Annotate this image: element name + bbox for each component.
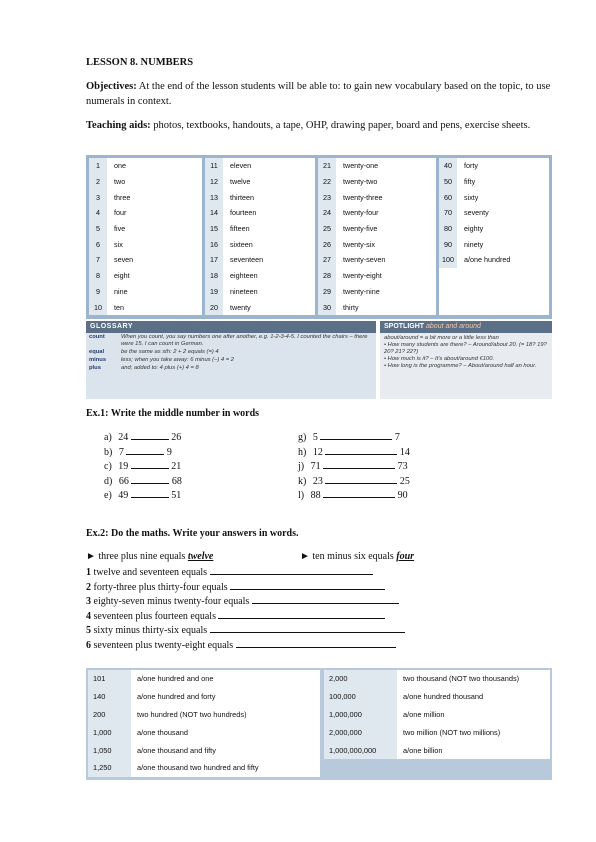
objectives-paragraph bbox=[86, 79, 556, 109]
number-row bbox=[205, 268, 315, 284]
number-word: thirteen bbox=[230, 192, 254, 202]
numbers-table bbox=[86, 155, 552, 319]
number-row bbox=[318, 189, 436, 205]
ex2-item-text: forty-three plus thirty-four equals bbox=[91, 581, 231, 593]
number-digit: 21 bbox=[318, 158, 336, 174]
ex1-letter: a) bbox=[104, 432, 112, 443]
ex1-row bbox=[104, 459, 182, 474]
ex1-right-column bbox=[298, 430, 410, 503]
numbers-column-2 bbox=[205, 158, 315, 315]
ex1-last: 90 bbox=[395, 490, 408, 501]
number-digit: 24 bbox=[318, 205, 336, 221]
big-numbers-right bbox=[324, 670, 550, 759]
ex1-first: 49 bbox=[115, 490, 131, 501]
number-word: forty bbox=[464, 161, 478, 171]
number-word: fourteen bbox=[230, 208, 257, 218]
number-row bbox=[318, 252, 436, 268]
number-word: eighty bbox=[464, 224, 484, 234]
ex1-heading: Ex.1: Write the middle number in words bbox=[86, 408, 260, 419]
number-word: twenty-four bbox=[343, 208, 379, 218]
number-word: three bbox=[114, 192, 131, 202]
number-row bbox=[439, 236, 549, 252]
ex2-heading: Ex.2: Do the maths. Write your answers in words. bbox=[86, 528, 299, 539]
ex1-blank bbox=[323, 488, 395, 498]
number-row bbox=[439, 252, 549, 268]
big-number-digits: 200 bbox=[88, 706, 131, 724]
number-digit: 28 bbox=[318, 268, 336, 284]
number-word: fifteen bbox=[230, 224, 250, 234]
ex2-item-text: seventeen plus twenty-eight equals bbox=[91, 639, 236, 651]
big-number-row bbox=[324, 741, 550, 759]
number-row bbox=[205, 158, 315, 174]
number-row bbox=[205, 284, 315, 300]
ex1-row bbox=[298, 488, 410, 503]
big-number-words: a/one hundred and one bbox=[137, 674, 214, 684]
big-number-row bbox=[88, 741, 320, 759]
number-digit: 20 bbox=[205, 299, 223, 315]
number-row bbox=[205, 205, 315, 221]
ex1-row bbox=[298, 430, 410, 445]
numbers-column-1 bbox=[89, 158, 202, 315]
big-number-words: a/one thousand two hundred and fifty bbox=[137, 763, 259, 773]
ex1-row bbox=[104, 445, 182, 460]
glossary-box bbox=[86, 321, 376, 399]
spotlight-line: about/around = a bit more or a little less than bbox=[384, 335, 499, 341]
number-digit: 14 bbox=[205, 205, 223, 221]
ex2-item-text: sixty minus thirty-six equals bbox=[91, 625, 210, 636]
number-digit: 5 bbox=[89, 221, 107, 237]
number-word: two bbox=[114, 177, 126, 187]
number-digit: 16 bbox=[205, 236, 223, 252]
number-word: eight bbox=[114, 271, 130, 281]
big-number-digits: 2,000,000 bbox=[324, 723, 397, 741]
ex1-letter: d) bbox=[104, 475, 113, 487]
big-number-digits: 1,250 bbox=[88, 759, 131, 777]
big-number-words: a/one thousand bbox=[137, 727, 188, 737]
ex1-row bbox=[104, 474, 182, 489]
number-digit: 70 bbox=[439, 205, 457, 221]
ex1-row bbox=[104, 488, 182, 503]
number-row bbox=[439, 158, 549, 174]
number-word: four bbox=[114, 208, 127, 218]
ex2-item-number: 6 bbox=[86, 639, 91, 651]
number-digit: 27 bbox=[318, 252, 336, 268]
ex1-letter: c) bbox=[104, 461, 112, 472]
ex1-blank bbox=[131, 459, 169, 469]
ex1-first: 24 bbox=[115, 432, 131, 443]
ex2-item bbox=[86, 609, 405, 624]
ex1-letter: e) bbox=[104, 490, 112, 501]
number-word: sixty bbox=[464, 192, 479, 202]
number-row bbox=[439, 205, 549, 221]
number-digit: 90 bbox=[439, 236, 457, 252]
glossary-term: count bbox=[89, 334, 105, 340]
glossary-row bbox=[86, 349, 376, 356]
number-word: thirty bbox=[343, 302, 359, 312]
big-numbers-left bbox=[88, 670, 320, 777]
number-row bbox=[318, 221, 436, 237]
number-word: one bbox=[114, 161, 126, 171]
number-word: twenty-eight bbox=[343, 271, 382, 281]
teaching-aids-text: photos, textbooks, handouts, a tape, OHP, drawing paper, board and pens, exercise sheets. bbox=[150, 120, 531, 131]
number-word: seventy bbox=[464, 208, 489, 218]
objectives-label: Objectives: bbox=[86, 81, 137, 92]
ex2-answer-blank bbox=[236, 638, 396, 648]
number-digit: 40 bbox=[439, 158, 457, 174]
big-number-words: a/one hundred and forty bbox=[137, 692, 216, 702]
number-digit: 80 bbox=[439, 221, 457, 237]
number-word: eleven bbox=[230, 161, 252, 171]
ex2-item-number: 1 bbox=[86, 567, 91, 578]
big-number-words: a/one billion bbox=[403, 745, 443, 755]
glossary-row bbox=[86, 334, 376, 348]
number-row bbox=[89, 284, 202, 300]
ex1-row bbox=[298, 459, 410, 474]
number-word: twenty-seven bbox=[343, 255, 386, 265]
number-row bbox=[89, 299, 202, 315]
ex1-first: 5 bbox=[310, 432, 321, 443]
ex1-blank bbox=[325, 474, 397, 484]
ex1-first: 71 bbox=[308, 461, 324, 472]
ex1-row bbox=[298, 474, 410, 489]
number-digit: 8 bbox=[89, 268, 107, 284]
ex1-last: 51 bbox=[168, 490, 182, 501]
big-number-words: two million (NOT two millions) bbox=[403, 727, 501, 737]
glossary-definition: When you count, you say numbers one after another, e.g. 1-2-3-4-5. I counted the chairs – there were 15. I can count in German. bbox=[121, 334, 368, 347]
ex1-blank bbox=[325, 445, 397, 455]
ex2-item-number: 2 bbox=[86, 581, 91, 593]
big-number-row bbox=[324, 723, 550, 741]
ex2-item bbox=[86, 594, 405, 609]
ex2-answer-blank bbox=[218, 609, 385, 619]
ex1-first: 23 bbox=[310, 475, 326, 487]
big-number-row bbox=[324, 706, 550, 724]
number-row bbox=[205, 221, 315, 237]
big-number-row bbox=[88, 759, 320, 777]
number-row bbox=[89, 189, 202, 205]
ex1-letter: j) bbox=[298, 461, 305, 472]
ex2-example-1-answer: twelve bbox=[187, 551, 214, 562]
number-row bbox=[89, 158, 202, 174]
number-digit: 23 bbox=[318, 189, 336, 205]
number-digit: 7 bbox=[89, 252, 107, 268]
ex2-example-2: ► ten minus six equals four bbox=[300, 551, 415, 562]
teaching-aids-label: Teaching aids: bbox=[86, 120, 151, 131]
number-row bbox=[205, 236, 315, 252]
number-row bbox=[205, 252, 315, 268]
number-word: twenty-two bbox=[343, 177, 378, 187]
number-digit: 26 bbox=[318, 236, 336, 252]
big-number-words: two hundred (NOT two hundreds) bbox=[137, 709, 247, 719]
ex2-example-1: ► three plus nine equals twelve bbox=[86, 551, 214, 562]
glossary-row bbox=[86, 365, 376, 372]
big-number-row bbox=[88, 670, 320, 688]
ex1-last: 26 bbox=[168, 432, 182, 443]
number-word: ten bbox=[114, 302, 124, 312]
number-digit: 22 bbox=[318, 174, 336, 190]
number-digit: 12 bbox=[205, 174, 223, 190]
number-digit: 17 bbox=[205, 252, 223, 268]
spotlight-line: • How much is it? – It's about/around €100. bbox=[384, 356, 495, 362]
number-word: nineteen bbox=[230, 286, 258, 296]
big-number-digits: 1,000 bbox=[88, 723, 131, 741]
big-number-words: a/one thousand and fifty bbox=[137, 745, 216, 755]
big-number-words: two thousand (NOT two thousands) bbox=[403, 674, 520, 684]
number-digit: 11 bbox=[205, 158, 223, 174]
ex1-row bbox=[298, 445, 410, 460]
ex2-item-number: 4 bbox=[86, 610, 91, 622]
number-word: twenty-six bbox=[343, 239, 375, 249]
ex2-item bbox=[86, 638, 405, 653]
ex2-item-text: eighty-seven minus twenty-four equals bbox=[91, 596, 252, 607]
number-row bbox=[205, 299, 315, 315]
number-digit: 25 bbox=[318, 221, 336, 237]
ex1-last: 68 bbox=[169, 475, 182, 487]
big-number-words: a/one million bbox=[403, 709, 445, 719]
big-number-row bbox=[324, 688, 550, 706]
number-row bbox=[89, 268, 202, 284]
ex2-item bbox=[86, 565, 405, 580]
ex1-first: 66 bbox=[116, 475, 132, 487]
number-word: nine bbox=[114, 286, 128, 296]
ex1-blank bbox=[131, 430, 169, 440]
objectives-text: At the end of the lesson students will be able to: to gain new vocabulary based on the topic, to use numerals in context. bbox=[86, 81, 551, 107]
number-digit: 15 bbox=[205, 221, 223, 237]
ex1-left-column bbox=[104, 430, 182, 503]
ex2-answer-blank bbox=[230, 580, 385, 590]
number-word: six bbox=[114, 239, 123, 249]
teaching-aids-paragraph bbox=[86, 118, 556, 133]
big-number-digits: 2,000 bbox=[324, 670, 397, 688]
glossary-definition: less; when you take away: 6 minus (–) 4 = 2 bbox=[121, 357, 234, 363]
ex2-example-2-answer: four bbox=[396, 551, 415, 562]
ex1-blank bbox=[131, 488, 169, 498]
glossary-term: plus bbox=[89, 365, 101, 371]
ex1-first: 7 bbox=[116, 446, 127, 458]
big-number-row bbox=[88, 688, 320, 706]
spotlight-box bbox=[380, 321, 552, 399]
ex2-answer-blank bbox=[252, 594, 399, 604]
ex1-first: 88 bbox=[308, 490, 324, 501]
ex1-letter: l) bbox=[298, 490, 305, 501]
number-digit: 18 bbox=[205, 268, 223, 284]
ex1-last: 9 bbox=[164, 446, 172, 458]
ex2-answer-blank bbox=[210, 623, 405, 633]
glossary-rows bbox=[86, 334, 376, 372]
number-digit: 100 bbox=[439, 252, 457, 268]
number-row bbox=[89, 205, 202, 221]
number-digit: 1 bbox=[89, 158, 107, 174]
ex1-row bbox=[104, 430, 182, 445]
number-digit: 60 bbox=[439, 189, 457, 205]
number-digit: 6 bbox=[89, 236, 107, 252]
spotlight-line: • How long is the programme? – About/around half an hour. bbox=[384, 363, 537, 369]
big-number-digits: 140 bbox=[88, 688, 131, 706]
ex2-item-text: twelve and seventeen equals bbox=[91, 567, 210, 578]
number-row bbox=[318, 268, 436, 284]
ex1-letter: h) bbox=[298, 446, 307, 458]
number-digit: 30 bbox=[318, 299, 336, 315]
ex2-item bbox=[86, 623, 405, 638]
glossary-term: equal bbox=[89, 349, 105, 355]
spotlight-lines bbox=[380, 335, 552, 370]
ex1-letter: b) bbox=[104, 446, 113, 458]
number-word: sixteen bbox=[230, 239, 253, 249]
number-row bbox=[439, 221, 549, 237]
big-number-digits: 1,000,000 bbox=[324, 706, 397, 724]
number-row bbox=[318, 236, 436, 252]
number-row bbox=[205, 174, 315, 190]
number-word: twenty-nine bbox=[343, 286, 380, 296]
number-row bbox=[318, 158, 436, 174]
number-digit: 10 bbox=[89, 299, 107, 315]
number-digit: 19 bbox=[205, 284, 223, 300]
ex1-last: 73 bbox=[395, 461, 408, 472]
glossary-definition: and; added to: 4 plus (+) 4 = 8 bbox=[121, 365, 199, 371]
ex2-answer-blank bbox=[210, 565, 373, 575]
big-number-row bbox=[324, 670, 550, 688]
number-digit: 3 bbox=[89, 189, 107, 205]
number-digit: 13 bbox=[205, 189, 223, 205]
number-row bbox=[89, 236, 202, 252]
big-number-row bbox=[88, 706, 320, 724]
number-word: fifty bbox=[464, 177, 476, 187]
number-word: five bbox=[114, 224, 126, 234]
ex1-first: 12 bbox=[310, 446, 326, 458]
ex2-items bbox=[86, 565, 405, 652]
big-number-digits: 100,000 bbox=[324, 688, 397, 706]
number-row bbox=[318, 299, 436, 315]
big-number-digits: 1,000,000,000 bbox=[324, 741, 397, 759]
ex1-first: 19 bbox=[115, 461, 131, 472]
number-row bbox=[439, 189, 549, 205]
number-digit: 50 bbox=[439, 174, 457, 190]
glossary-row bbox=[86, 357, 376, 364]
spotlight-heading: SPOTLIGHT about and around bbox=[380, 321, 552, 333]
number-row bbox=[318, 205, 436, 221]
numbers-column-4 bbox=[439, 158, 549, 315]
ex1-blank bbox=[323, 459, 395, 469]
big-number-row bbox=[88, 723, 320, 741]
number-word: twenty bbox=[230, 302, 251, 312]
ex2-item-text: seventeen plus fourteen equals bbox=[91, 610, 219, 622]
number-row bbox=[439, 174, 549, 190]
ex2-item-number: 5 bbox=[86, 625, 91, 636]
number-word: a/one hundred bbox=[464, 255, 511, 265]
number-row bbox=[318, 284, 436, 300]
ex1-letter: g) bbox=[298, 432, 307, 443]
number-word: twenty-five bbox=[343, 224, 378, 234]
big-number-words: a/one hundred thousand bbox=[403, 692, 484, 702]
spotlight-subheading: about and around bbox=[426, 323, 481, 330]
ex1-last: 21 bbox=[168, 461, 182, 472]
ex1-blank bbox=[126, 445, 164, 455]
ex1-letter: k) bbox=[298, 475, 307, 487]
number-word: twenty-one bbox=[343, 161, 379, 171]
number-row bbox=[89, 174, 202, 190]
ex2-item bbox=[86, 580, 405, 595]
number-row bbox=[89, 221, 202, 237]
glossary-heading: GLOSSARY bbox=[86, 321, 376, 333]
number-word: twelve bbox=[230, 177, 251, 187]
number-word: twenty-three bbox=[343, 192, 383, 202]
big-number-digits: 1,050 bbox=[88, 741, 131, 759]
ex1-blank bbox=[320, 430, 392, 440]
glossary-term: minus bbox=[89, 357, 107, 363]
numbers-column-3 bbox=[318, 158, 436, 315]
spotlight-line: • How many students are there? – Around/about 20. (= 18? 19? 20? 21? 22?) bbox=[384, 342, 547, 355]
big-numbers-table bbox=[86, 668, 552, 780]
number-word: ninety bbox=[464, 239, 484, 249]
number-word: eighteen bbox=[230, 271, 258, 281]
ex1-last: 7 bbox=[392, 432, 400, 443]
lesson-title: LESSON 8. NUMBERS bbox=[86, 57, 194, 68]
number-digit: 2 bbox=[89, 174, 107, 190]
ex1-last: 25 bbox=[397, 475, 410, 487]
number-digit: 29 bbox=[318, 284, 336, 300]
number-word: seven bbox=[114, 255, 134, 265]
number-row bbox=[318, 174, 436, 190]
number-word: seventeen bbox=[230, 255, 264, 265]
ex1-blank bbox=[131, 474, 169, 484]
number-digit: 4 bbox=[89, 205, 107, 221]
number-row bbox=[205, 189, 315, 205]
number-digit: 9 bbox=[89, 284, 107, 300]
ex2-item-number: 3 bbox=[86, 596, 91, 607]
big-number-digits: 101 bbox=[88, 670, 131, 688]
ex1-last: 14 bbox=[397, 446, 410, 458]
number-row bbox=[89, 252, 202, 268]
glossary-definition: be the same as sth: 2 + 2 equals (=) 4 bbox=[121, 349, 219, 355]
